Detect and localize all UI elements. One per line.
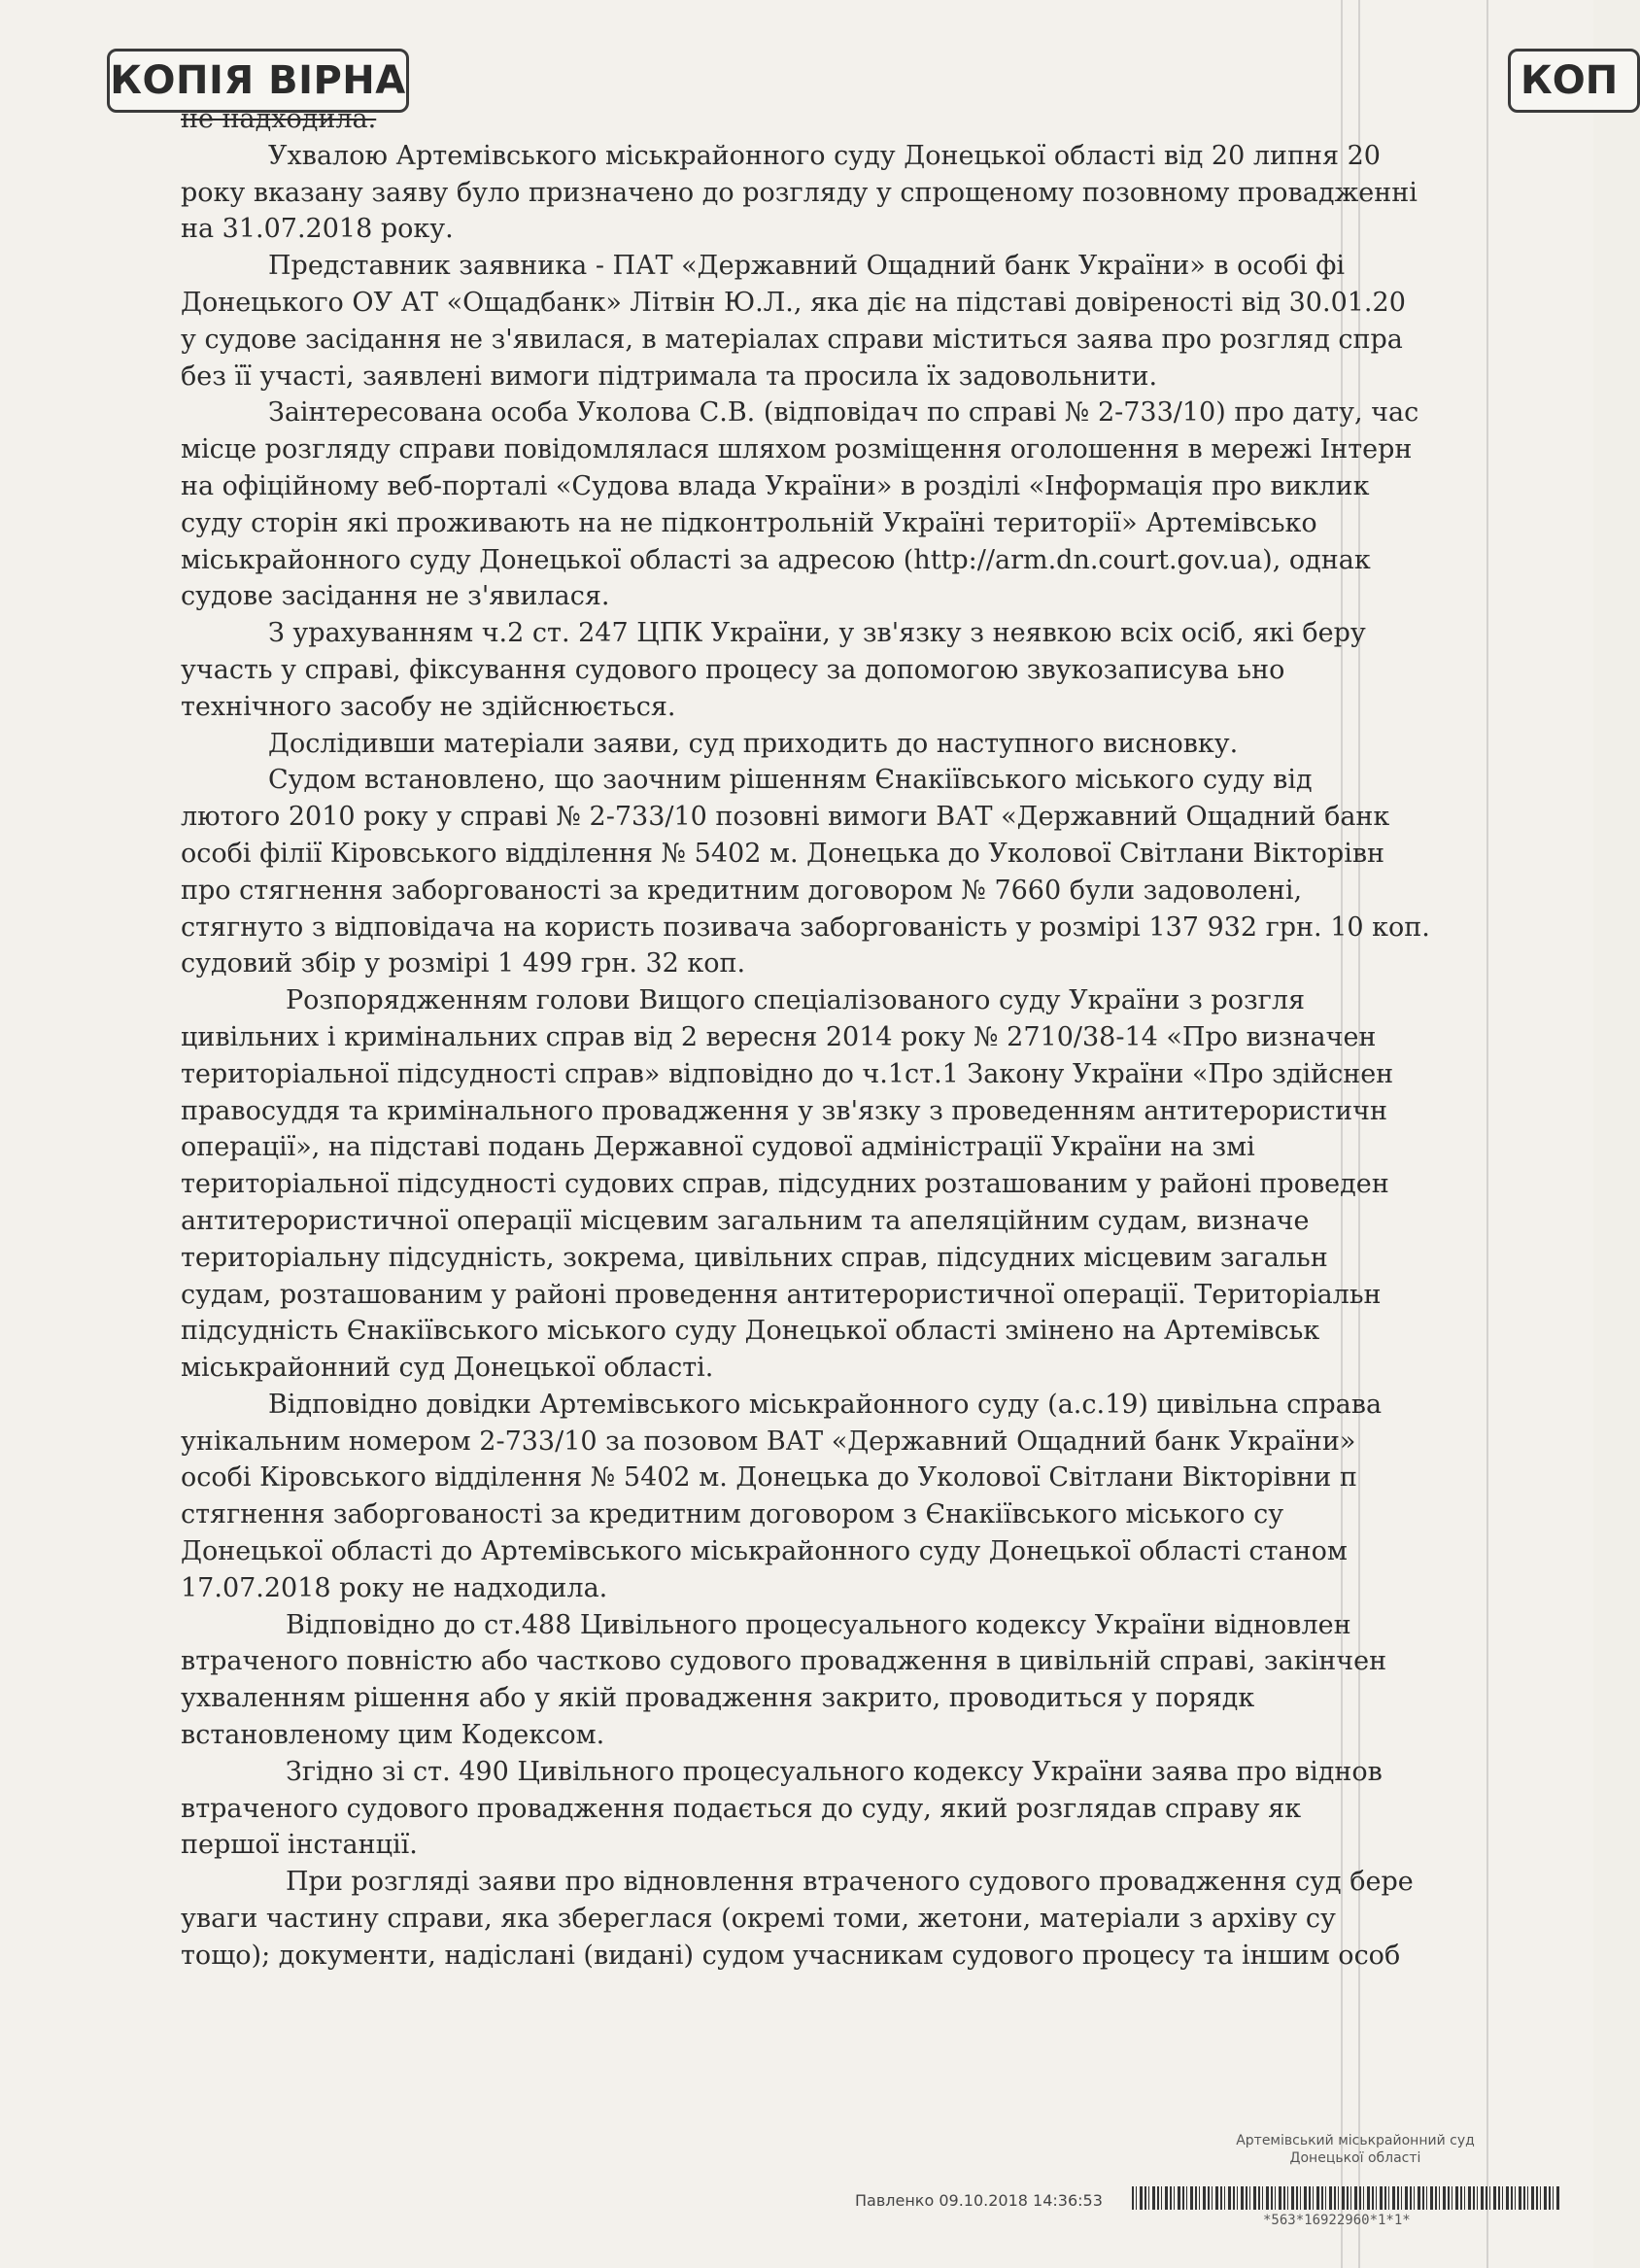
paragraph-line: Дослідивши матеріали заяви, суд приходить до наступного висновку.	[268, 728, 1239, 759]
copy-true-stamp: КОПІЯ ВІРНА	[107, 49, 409, 113]
paragraph-line: особі філії Кіровського відділення № 5402 м. Донецька до Уколової Світлани Вікторівн	[181, 838, 1385, 869]
paragraph-line: судовий збір у розмірі 1 499 грн. 32 коп.	[181, 948, 746, 979]
paragraph-line: уваги частину справи, яка збереглася (окремі томи, жетони, матеріали з архіву су	[181, 1904, 1336, 1935]
paragraph-line: лютого 2010 року у справі № 2-733/10 позовні вимоги ВАТ «Державний Ощадний банк	[181, 802, 1390, 833]
court-region-line: Донецької області	[1289, 2150, 1421, 2166]
paragraph-line: міськрайонного суду Донецької області за адресою (http://arm.dn.court.gov.ua), однак	[181, 544, 1371, 575]
header-fragment: не надходила.	[181, 104, 377, 134]
paragraph-line: Відповідно довідки Артемівського міськрайонного суду (а.с.19) цивільна справа	[268, 1389, 1383, 1420]
paragraph-line: Донецького ОУ АТ «Ощадбанк» Літвін Ю.Л., яка діє на підставі довіреності від 30.01.20	[181, 287, 1406, 318]
barcode	[1132, 2186, 1559, 2210]
paragraph-line: встановленому цим Кодексом.	[181, 1720, 605, 1751]
paragraph-line: При розгляді заяви про відновлення втраченого судового провадження суд бере	[286, 1867, 1414, 1898]
paragraph-line: Донецької області до Артемівського міськрайонного суду Донецької області станом	[181, 1536, 1348, 1567]
paragraph-line: територіальну підсудність, зокрема, цивільних справ, підсудних місцевим загальн	[181, 1242, 1328, 1273]
paragraph-line: тощо); документи, надіслані (видані) судом учасникам судового процесу та іншим особ	[181, 1940, 1401, 1971]
paragraph-line: Відповідно до ст.488 Цивільного процесуального кодексу України відновлен	[286, 1609, 1351, 1640]
paragraph-line: участь у справі, фіксування судового процесу за допомогою звукозаписува ьно	[181, 654, 1285, 685]
paragraph-line: року вказану заяву було призначено до розгляду у спрощеному позовному провадженні	[181, 177, 1418, 208]
paragraph-line: на офіційному веб-порталі «Судова влада України» в розділі «Інформація про виклик	[181, 470, 1370, 501]
paragraph-line: стягнення заборгованості за кредитним договором з Єнакіївського міського су	[181, 1499, 1284, 1530]
paragraph-line: про стягнення заборгованості за кредитним договором № 7660 були задоволені,	[181, 875, 1303, 906]
paragraph-line: першої інстанції.	[181, 1830, 418, 1861]
paragraph-line: судове засідання не з'явилася.	[181, 581, 610, 612]
paragraph-line: 17.07.2018 року не надходила.	[181, 1572, 608, 1603]
paragraph-line: Представник заявника - ПАТ «Державний Ощадний банк України» в особі фі	[268, 251, 1346, 282]
paragraph-line: стягнуто з відповідача на користь позивача заборгованість у розмірі 137 932 грн. 10 коп.	[181, 911, 1430, 943]
paragraph-line: особі Кіровського відділення № 5402 м. Донецька до Уколової Світлани Вікторівни п	[181, 1462, 1357, 1494]
registration-stamp: Павленко 09.10.2018 14:36:53	[855, 2191, 1103, 2210]
paragraph-line: операції», на підставі подань Державної судової адміністрації України на змі	[181, 1132, 1255, 1163]
copy-true-stamp-edge: КОП	[1508, 49, 1640, 113]
paragraph-line: цивільних і кримінальних справ від 2 вересня 2014 року № 2710/38-14 «Про визначен	[181, 1021, 1377, 1052]
paragraph-line: суду сторін які проживають на не підконтрольній Україні території» Артемівсько	[181, 507, 1317, 538]
paragraph-line: територіальної підсудності судових справ, підсудних розташованим у районі проведен	[181, 1169, 1389, 1200]
paragraph-line: судам, розташованим у районі проведення антитерористичної операції. Територіальн	[181, 1279, 1382, 1310]
paragraph-line: без її участі, заявлені вимоги підтримала та просила їх задовольнити.	[181, 361, 1158, 392]
barcode-number: *563*16922960*1*1*	[1263, 2213, 1411, 2228]
court-name-stamp	[1210, 2132, 1501, 2167]
paragraph-line: антитерористичної операції місцевим загальним та апеляційним судам, визначе	[181, 1205, 1310, 1236]
paragraph-line: ухваленням рішення або у якій провадження закрито, проводиться у порядк	[181, 1683, 1255, 1714]
paragraph-line: територіальної підсудності справ» відповідно до ч.1ст.1 Закону України «Про здійснен	[181, 1058, 1394, 1089]
paragraph-line: правосуддя та кримінального провадження у зв'язку з проведенням антитерористичн	[181, 1095, 1387, 1126]
paragraph-line: Ухвалою Артемівського міськрайонного суду Донецької області від 20 липня 20	[268, 140, 1381, 171]
court-name-line: Артемівський міськрайонний суд	[1236, 2133, 1475, 2148]
document-body	[181, 101, 1541, 1975]
paragraph-line: втраченого судового провадження подається до суду, який розглядав справу як	[181, 1793, 1302, 1824]
paragraph-line: у судове засідання не з'явилася, в матеріалах справи міститься заява про розгляд спра	[181, 324, 1403, 355]
paragraph-line: Судом встановлено, що заочним рішенням Єнакіївського міського суду від	[268, 765, 1313, 796]
paragraph-line: унікальним номером 2-733/10 за позовом ВАТ «Державний Ощадний банк України»	[181, 1426, 1356, 1457]
paragraph-line: втраченого повністю або частково судового провадження в цивільній справі, закінчен	[181, 1646, 1387, 1677]
paragraph-line: Заінтересована особа Уколова С.В. (відповідач по справі № 2-733/10) про дату, час	[268, 397, 1419, 429]
paragraph-line: З урахуванням ч.2 ст. 247 ЦПК України, у зв'язку з неявкою всіх осіб, які беру	[268, 618, 1366, 649]
paragraph-line: підсудність Єнакіївського міського суду Донецької області змінено на Артемівськ	[181, 1316, 1320, 1347]
paragraph-line: Згідно зі ст. 490 Цивільного процесуального кодексу України заява про віднов	[286, 1756, 1383, 1787]
paragraph-line: Розпорядженням голови Вищого спеціалізованого суду України з розгля	[286, 985, 1306, 1016]
paragraph-line: на 31.07.2018 року.	[181, 214, 454, 245]
paragraph-line: технічного засобу не здійснюється.	[181, 691, 676, 722]
paragraph-line: міськрайонний суд Донецької області.	[181, 1353, 714, 1384]
paragraph-line: місце розгляду справи повідомлялася шляхом розміщення оголошення в мережі Інтерн	[181, 434, 1413, 465]
